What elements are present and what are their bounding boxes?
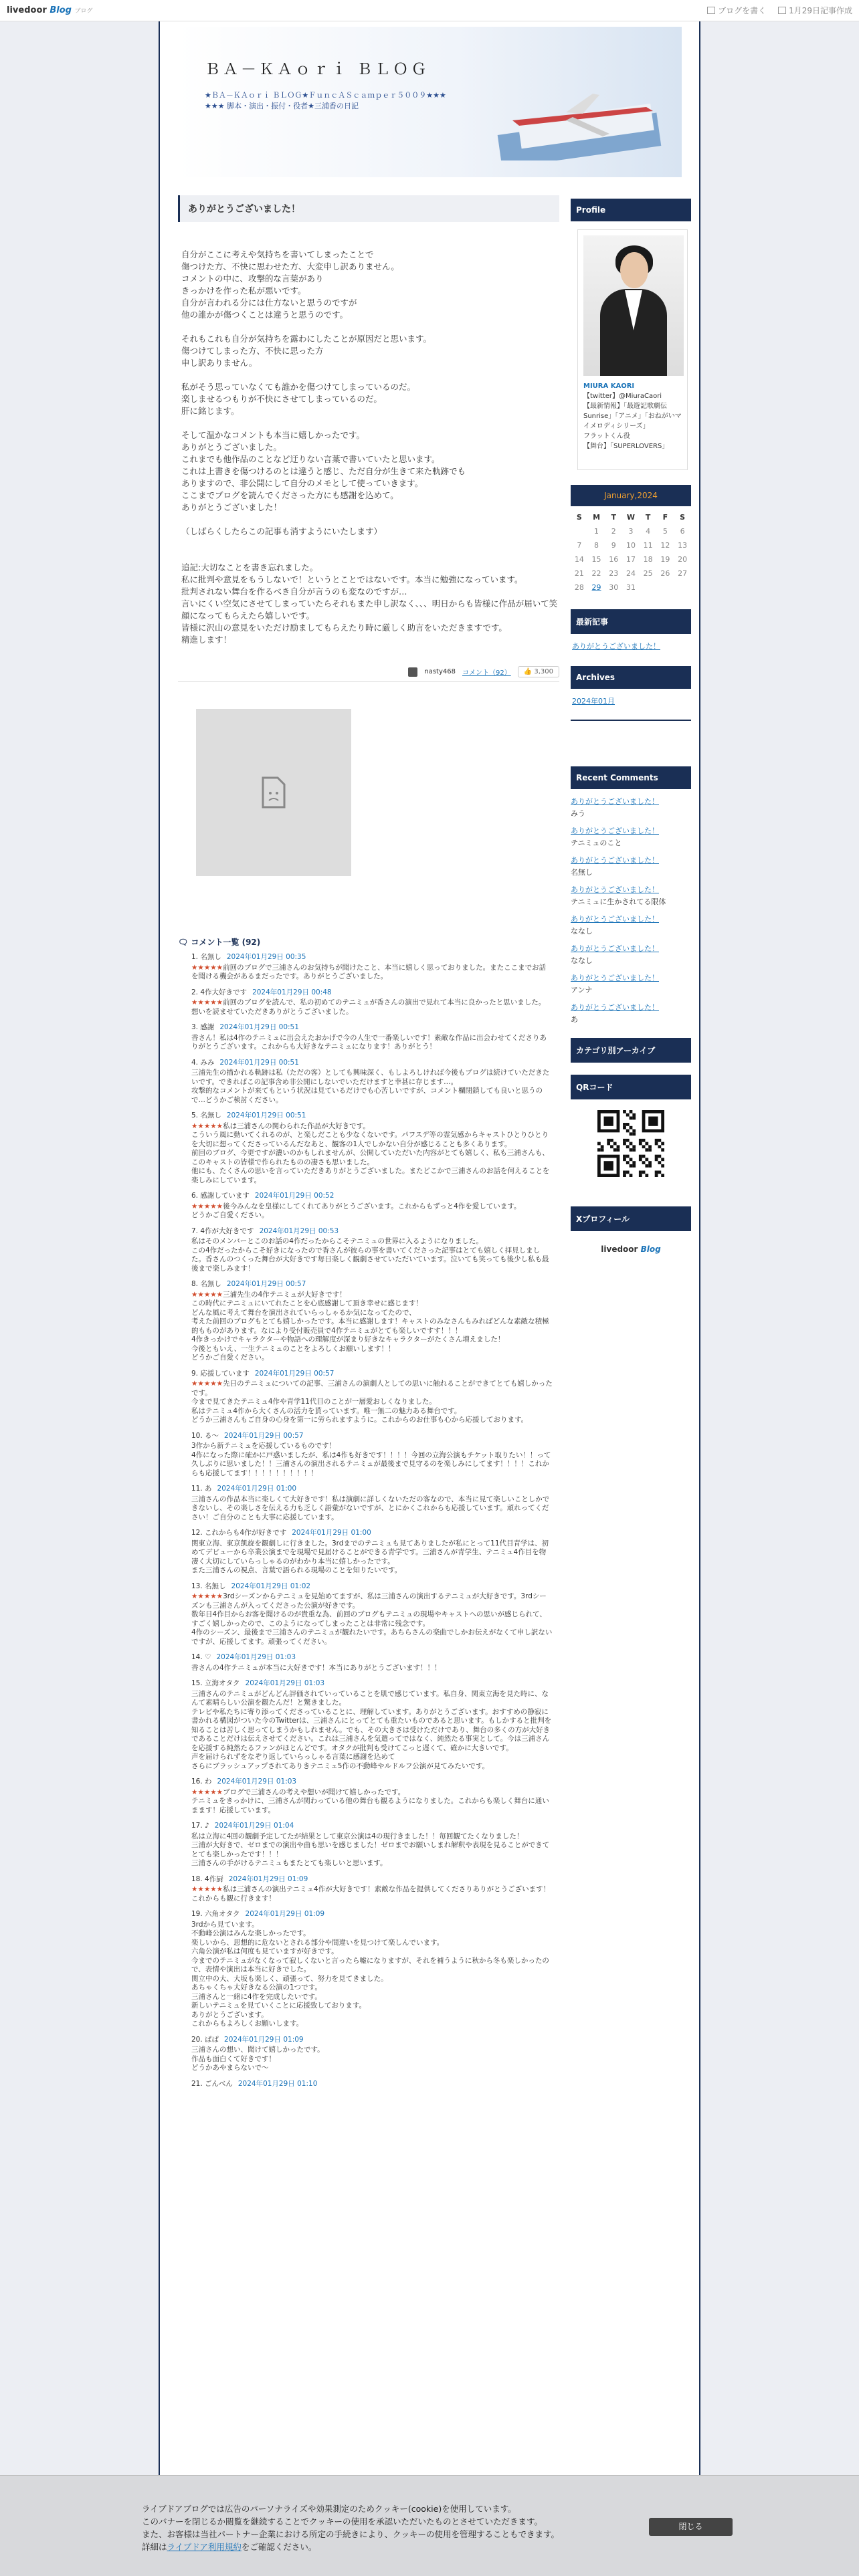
- comment-body: [191, 1592, 559, 1646]
- write-blog-link[interactable]: [707, 5, 766, 16]
- comment-author: 応援しています: [200, 1369, 250, 1378]
- comment-date-link[interactable]: 2024年01月29日 01:09: [228, 1874, 308, 1883]
- subtitle-line-2: ★★★ 脚本・演出・振付・役者★三浦香の日記: [205, 102, 359, 110]
- entry-body: 自分がここに考えや気持ちを書いてしまったことで 傷つけた方、不快に思わせた方、大変申し訳ありません。 コメントの中に、攻撃的な言葉があり きっかけを作った私が悪いです。 自分が言われる分には仕方ないと思うのですが 他の誰かが傷つくことは違うと思うのです。 それもこれも自分が気持ちを露わにしたことが原因だと思います。 傷つけてしまった方、不快に思った方 申し訳ありません。 私がそう思っていなくても誰かを傷つけてしまっているのだ。 楽しませるつもりが不快にさせてしまっているのだ。 肝に銘じます。 そして温かなコメントも本当に嬉しかったです。 ありがとうございました。 これまでも他作品のことなど迂りない言葉で書いていたと思います。 これは上書きを傷つけるのとは違うと感じ、ただ自分が生きて来た軌跡でも ありますので、非公開にして自分のメモとして使っていきます。 ここまでブログを読んでくださった方にも感謝を込めて。 ありがとうございました！ （しばらくしたらこの記事も消すようにいたします） 追記:大切なことを書き忘れました。 私に批判や意見をもうしないで！というとことではないです。本当に勉強になっています。 批判されない舞台を作るべき自分が言うのも変なのですが… 言いにくい空気にさせてしまっていたらそれもまた申し訳なく、、、明日からも皆様に作品が届いて笑顔になってもらえたら嬉しいです。 皆様に沢山の意見をいただけ励ましてもらえたり時に厳しく助言をいただきますです。 精進します！: [181, 249, 558, 645]
- comment-text: ブログで三浦さんの考えや想いが聞けて嬉しかったです。 テニミュをきっかけに、三浦さんが関わっている他の舞台も観るようになりました。これからも楽しく舞台に通いまます！応援しています。: [191, 1788, 549, 1814]
- comment-stars: ★★★★★: [191, 1290, 223, 1299]
- comment-body: [191, 964, 559, 982]
- calendar-week: [571, 552, 691, 566]
- comment-stars: ★★★★★: [191, 1380, 223, 1388]
- calendar-day: 23: [609, 569, 619, 578]
- comment-date-link[interactable]: 2024年01月29日 00:57: [224, 1431, 304, 1440]
- comment-author: ♡: [205, 1653, 211, 1661]
- comment-author: 4作が大好きです: [200, 1226, 254, 1235]
- comment-text: 3作から新テニミュを応援しているものです！ 4作になった際に確かに戸惑いましたが、私は4作も好きです！！！！今回の立海公演もチケット取りたい！！って久しぶりに思いました！！三浦さんの演出されるテニミュが最後まで見守るのを楽しみにしてます！！！！これからも応援してます！！！！！！！！！！: [191, 1442, 551, 1477]
- comment-text: 3rdシーズンからテニミュを見始めてますが、私は三浦さんの演出するテニミュが大好きです。3rdシーズンも三浦さんが入ってくださった公演が好きです。 数年日4作目からお客を聞けるのが貴重な為、前回のブログもテニミュの現場やキャストへの思いが感じられて、すごく嬉しかったので、このようになってしまったことは非常に残念です。 4作のシーズン、最後まで三浦さんのテニミュが観れたいです。あちらさんの楽曲でしかお伝えがなくて申し訳ないですが、応援してます。頑張ってください。: [191, 1592, 553, 1646]
- author-avatar-icon: [408, 667, 417, 677]
- recent-comment-author: アンナ: [571, 986, 593, 994]
- comment-body: [191, 1034, 559, 1052]
- calendar-day: 12: [660, 541, 670, 550]
- comment-item: [191, 2036, 559, 2073]
- calendar-day: 25: [643, 569, 653, 578]
- comment-number: 5.: [191, 1111, 199, 1119]
- comment-number: 13.: [191, 1582, 203, 1590]
- recent-comment-link[interactable]: ありがとうございました！: [571, 827, 659, 835]
- comment-item: [191, 953, 559, 982]
- comment-body: [191, 1069, 559, 1105]
- recent-comments-list: [571, 796, 691, 1026]
- calendar-week: [571, 538, 691, 552]
- profile-name[interactable]: MIURA KAORI: [583, 383, 635, 390]
- calendar-day: 20: [678, 555, 688, 564]
- calendar-day: 28: [574, 583, 584, 592]
- comment-date-link[interactable]: 2024年01月29日 00:48: [252, 988, 332, 996]
- divider: [571, 720, 691, 721]
- comment-header: [191, 1653, 559, 1662]
- badge-main: livedoor: [601, 1245, 638, 1254]
- latest-post-link[interactable]: ありがとうございました！: [572, 642, 660, 651]
- qr-heading: QRコード: [571, 1075, 691, 1099]
- comment-author: わ: [205, 1778, 212, 1786]
- comment-header: [191, 1778, 559, 1787]
- comment-author: 名無し: [205, 1582, 226, 1590]
- comment-body: [191, 1921, 559, 2029]
- comment-date-link[interactable]: 2024年01月29日 01:09: [245, 1910, 325, 1918]
- main-column: [178, 195, 559, 2095]
- comment-number: 18.: [191, 1874, 203, 1883]
- comment-item: [191, 1910, 559, 2029]
- calendar-day: 1: [594, 527, 599, 536]
- calendar-day: [571, 524, 588, 538]
- comment-author: これからも4作が好きです: [205, 1529, 287, 1537]
- create-post-link[interactable]: [778, 5, 852, 16]
- comment-date-link[interactable]: 2024年01月29日 00:57: [226, 1280, 306, 1288]
- comment-item: [191, 2080, 559, 2089]
- recent-comment-link[interactable]: ありがとうございました！: [571, 915, 659, 924]
- comment-header: [191, 1280, 559, 1289]
- comment-date-link[interactable]: 2024年01月29日 00:51: [219, 1058, 299, 1067]
- recent-comment-link[interactable]: ありがとうございました！: [571, 944, 659, 953]
- comment-author: 4作大好きです: [200, 988, 248, 996]
- calendar-day: 14: [574, 555, 584, 564]
- calendar-day: 11: [643, 541, 653, 550]
- calendar-day: 13: [678, 541, 688, 550]
- entry-image-placeholder: [196, 709, 351, 876]
- comment-stars: ★★★★★: [191, 998, 223, 1006]
- calendar-day: 7: [577, 541, 582, 550]
- blog-subtitle: [205, 90, 446, 112]
- livedoor-blog-badge[interactable]: [571, 1245, 691, 1254]
- comment-item: [191, 1582, 559, 1647]
- recent-comment-link[interactable]: ありがとうございました！: [571, 974, 659, 982]
- comment-stars: ★★★★★: [191, 1885, 223, 1893]
- logo-blog: Blog: [50, 5, 72, 15]
- calendar-title: January,2024: [571, 485, 691, 506]
- archives-heading: Archives: [571, 666, 691, 689]
- calendar-day: 19: [660, 555, 670, 564]
- comment-stars: ★★★★★: [191, 1592, 223, 1600]
- comment-stars: ★★★★★: [191, 1788, 223, 1796]
- comment-item: [191, 1059, 559, 1105]
- comment-item: [191, 1529, 559, 1576]
- comment-author: る～: [205, 1431, 219, 1440]
- cookie-detail-prefix: 詳細は: [142, 2542, 167, 2552]
- comment-date-link[interactable]: 2024年01月29日 01:09: [224, 2035, 304, 2044]
- comment-text: 私は三浦さんの関わられた作品が大好きです。 こういう風に動いてくれるのが、と楽しだことも少なくないです。パフスデ等の霊気感からキャストひとりひとりを大切に想ってくださっているんだなあと、観客の1人でしかない自分が感じることも多くあります。 前回のブログ、今更ですが濃いのかもしれませんが、公開していただいた内容がとても嬉しく、私も三浦さんも、このキャストの皆様で作られたものの凄さも思いました。 他にも、たくさんの思いを言っていただきありがとうございました。またどこかで三浦さんのお話を何えることを楽しみにしています。: [191, 1121, 550, 1184]
- like-icon: 👍: [523, 668, 535, 675]
- comment-text: 先日のテニミュについての記事、三浦さんの演劇人としての思いに触れることができてとても嬉しかったです。 今まで見てきたテニミュ4作や青学11代目のことが一層愛おしくなりました。 私はテニミュ4作から大くさんの活力を貰っています。唯一無二の魅力ある舞台です。 どうか三浦さんもご自身の心身を第一に労られますように。これからのお仕事も心から応援しております。: [191, 1380, 553, 1424]
- comment-author: 4作厨: [205, 1874, 223, 1883]
- comment-date-link[interactable]: 2024年01月29日 01:02: [231, 1582, 311, 1590]
- calendar-day-name: S: [680, 513, 686, 522]
- recent-comment-author: テニミュのこと: [571, 839, 622, 847]
- comment-body: [191, 1539, 559, 1576]
- comment-body: [191, 1291, 559, 1363]
- comment-header: [191, 1679, 559, 1689]
- comment-author: みみ: [200, 1058, 215, 1067]
- calendar-day-name: W: [626, 513, 636, 522]
- comment-header: [191, 1227, 559, 1237]
- calendar-icon: [778, 7, 786, 14]
- calendar-day: 10: [626, 541, 636, 550]
- comment-number: 2.: [191, 988, 199, 996]
- comment-author: 感謝: [200, 1023, 215, 1031]
- calendar-table: [571, 510, 691, 595]
- calendar-week: [571, 580, 691, 595]
- comment-body: [191, 1122, 559, 1186]
- latest-posts-heading: 最新記事: [571, 609, 691, 634]
- comment-item: [191, 1875, 559, 1904]
- comment-author: あ: [205, 1485, 212, 1493]
- comment-date-link[interactable]: 2024年01月29日 00:57: [254, 1369, 335, 1378]
- terms-link[interactable]: ライブドア利用規約: [167, 2542, 242, 2552]
- comment-date-link[interactable]: 2024年01月29日 00:35: [226, 953, 306, 961]
- broken-image-icon: [260, 776, 287, 809]
- cookie-text: [142, 2502, 559, 2553]
- profile-text: 【twitter】@MiuraCaori 【最新情報】「最遊記歌劇伝Sunrise」「アニメ」「おねがいマイメロディシリーズ」 フラットくん役 【舞台】「SUPERLOVERS」: [583, 393, 682, 450]
- comment-list: [191, 953, 559, 2088]
- comment-number: 11.: [191, 1485, 203, 1493]
- pencil-icon: [707, 7, 715, 14]
- comment-text: 後今みんなを皇様にしてくれてありがとうございます。これからもずっと4作を愛しています。 どうかご自愛ください。: [191, 1202, 521, 1219]
- comment-number: 12.: [191, 1529, 203, 1537]
- blog-header[interactable]: [178, 27, 682, 177]
- calendar-day: 15: [591, 555, 601, 564]
- recent-comment-author: テニミュに生かされてる限体: [571, 897, 666, 906]
- recent-comment-link[interactable]: ありがとうございました！: [571, 1003, 659, 1012]
- comment-number: 14.: [191, 1653, 203, 1661]
- comment-item: [191, 988, 559, 1017]
- qr-code: [597, 1110, 664, 1177]
- archive-link[interactable]: 2024年01月: [572, 697, 615, 706]
- comment-item: [191, 1111, 559, 1185]
- like-count: 3,300: [534, 668, 553, 675]
- comment-header: [191, 1582, 559, 1592]
- recent-comments-heading: Recent Comments: [571, 766, 691, 789]
- comment-item: [191, 1653, 559, 1673]
- comment-author: 六角オタク: [205, 1910, 240, 1918]
- comment-date-link[interactable]: 2024年01月29日 01:03: [245, 1679, 325, 1687]
- calendar-day: 17: [626, 555, 636, 564]
- comment-item: [191, 1679, 559, 1771]
- comment-number: 1.: [191, 953, 199, 961]
- comment-header: [191, 1111, 559, 1121]
- comment-header: [191, 1432, 559, 1441]
- comment-text: 三浦さんの想い、聞けて嬉しかったです。 作品も面白くて好きです！ どうかあやまらないで～: [191, 2046, 324, 2072]
- comment-header: [191, 1529, 559, 1538]
- comment-text: 香さん！私は4作のテニミュに出会えたおかげで今の人生で一番楽しいです！素敵な作品に出会わせてくださりありがとうございます。これからも大好きなテニミュになります！ありがとう！: [191, 1033, 547, 1051]
- cookie-message: ライブドアブログでは広告のパーソナライズや効果測定のためクッキー(cookie)を使用しています。 このバナーを閉じるか閲覧を継続することでクッキーの使用を承認いただいたものとさせていただきます。 また、お客様は当社パートナー企業における所定の手続きにより、クッキーの使用を管理することもできます。: [142, 2504, 560, 2539]
- comment-text: 前回のブログで三浦さんのお気持ちが聞けたこと、本当に嬉しく思っておりました。またここまでお話を聞ける機会があるまだったです。ありがとうございました。: [191, 963, 547, 980]
- comment-stars: ★★★★★: [191, 1202, 223, 1210]
- category-archive-heading: カテゴリ別アーカイブ: [571, 1038, 691, 1063]
- comment-text: 三浦さんの作品本当に楽しくて大好きです！私は演劇に詳しくないただの客なので、本当に見て楽しいことしかできないし、その楽しさを伝える力も乏しく語彙がないですが、とにかくこれからも応援しています。頑れってください！ご自分のことも大事に応援しています。: [191, 1495, 550, 1521]
- comment-icon: 🗨: [178, 938, 191, 947]
- calendar-day-name: T: [645, 513, 651, 522]
- comment-header: [191, 1370, 559, 1379]
- recent-comment-link[interactable]: ありがとうございました！: [571, 797, 659, 806]
- comment-body: [191, 1832, 559, 1868]
- comment-body: [191, 1664, 559, 1673]
- comment-date-link[interactable]: 2024年01月29日 01:00: [292, 1529, 371, 1537]
- page-wrapper: [159, 21, 700, 2576]
- comment-date-link[interactable]: 2024年01月29日 00:53: [259, 1226, 339, 1235]
- comment-date-link[interactable]: 2024年01月29日 00:52: [254, 1192, 335, 1200]
- comment-header: [191, 953, 559, 962]
- comment-text: 前回のブログを読んで、私の初めてのテニミュが香さんの演出で見れて本当に良かったと思いました。 想いを読ませていただきありがとうございました。: [191, 998, 546, 1016]
- comment-item: [191, 1778, 559, 1815]
- recent-comment-author: あ: [571, 1015, 578, 1024]
- comment-author: 名無し: [200, 1111, 221, 1119]
- calendar-day: 18: [643, 555, 653, 564]
- profile-box: [577, 229, 688, 470]
- comment-number: 9.: [191, 1369, 199, 1378]
- comment-body: [191, 1237, 559, 1273]
- comment-number: 4.: [191, 1058, 199, 1067]
- livedoor-logo[interactable]: [7, 5, 92, 15]
- comment-header: [191, 2080, 559, 2089]
- comment-body: [191, 1495, 559, 1523]
- calendar-day: 9: [611, 541, 616, 550]
- comment-date-link[interactable]: 2024年01月29日 01:10: [237, 2079, 318, 2088]
- comment-text: 香さんの4作テニミュが本当に大好きです！本当にありがとうございます！！！: [191, 1663, 442, 1672]
- create-post-label: 1月29日記事作成: [789, 6, 852, 15]
- comment-number: 3.: [191, 1023, 199, 1031]
- comment-body: [191, 2046, 559, 2073]
- cookie-banner: [0, 2475, 859, 2576]
- calendar-day[interactable]: 29: [591, 583, 601, 592]
- comment-number: 7.: [191, 1226, 199, 1235]
- comment-stars: ★★★★★: [191, 963, 223, 972]
- comment-author: ごんべん: [205, 2079, 233, 2088]
- comment-text: 三浦先生の4作テニミュが大好きです！ この時代にテニミュにいてれたことを心底感謝して頂き幸せに感じます！ どんな風に考えて舞台を演出されていらっしゃるか気になってたので、 考えた前回のブログもとても嬉しかったです。本当に感謝します！キャストのみなさんもみればどんな素敵な積極的もものがあります。なにより受付販売員で4作テニミュがとても楽しいですす！！！ 4作きっかけでキャラクターや物語への理解度が深まり好きなキャラクターがたくさん増えました！ 今後ともいえ、一生テニミュのことをよろしくお願いします！！ どうかご自愛ください。: [191, 1290, 549, 1362]
- calendar-day-name: T: [611, 513, 617, 522]
- comment-body: [191, 1788, 559, 1816]
- calendar-day-name: F: [662, 513, 668, 522]
- comment-item: [191, 1023, 559, 1052]
- comment-author: 名無し: [200, 1280, 221, 1288]
- top-bar: [0, 0, 859, 21]
- comment-number: 20.: [191, 2035, 203, 2044]
- comment-item: [191, 1432, 559, 1479]
- comment-number: 6.: [191, 1192, 199, 1200]
- comment-item: [191, 1227, 559, 1274]
- calendar-day: [657, 580, 674, 595]
- calendar-day-name: S: [576, 513, 582, 522]
- calendar-day-name: M: [593, 513, 601, 522]
- calendar-day: 22: [591, 569, 601, 578]
- cookie-detail-suffix: をご確認ください。: [241, 2542, 317, 2552]
- recent-comment-author: ななし: [571, 927, 593, 936]
- calendar-day: 4: [646, 527, 651, 536]
- comments-title: コメント一覧 (92): [191, 938, 261, 947]
- comment-body: [191, 1380, 559, 1425]
- profile-avatar[interactable]: [583, 235, 684, 376]
- comment-text: 私は立海に4回の観劇予定してたが結果として東京公演は4の現行きました！！毎回観てたくなりました！ 三浦が大好きで、ゼロまでの演出や曲も思いを感じました！ゼロまでお願いしまれ解釈や表現を見ることができてとても楽しかったです！！！ 三浦さんの手がけるテニミュもまたとても楽しいと思います。: [191, 1832, 550, 1867]
- logo-tag: ブログ: [74, 8, 93, 15]
- comment-body: [191, 998, 559, 1016]
- comment-text: 三浦先生の描かれる軌跡は私（ただの客）としても興味深く、もしよろしければ今後もブログは続けていただきたいです。できればこの記事含め非公開にしないでいただけますと幸甚に存じます…。 攻撃的なコメントが来てもという状況は見ているだけでも心苦しいですが、コメント欄閉鎖しても良いと思うので…どうかご検討ください。: [191, 1069, 550, 1104]
- comment-number: 16.: [191, 1778, 203, 1786]
- comment-author: 立海オタク: [205, 1679, 240, 1687]
- comment-header: [191, 1059, 559, 1068]
- entry-author[interactable]: nasty468: [424, 668, 456, 675]
- comment-item: [191, 1485, 559, 1522]
- calendar-day: 8: [594, 541, 599, 550]
- plane-illustration: [492, 87, 673, 160]
- write-blog-label: ブログを書く: [718, 6, 767, 15]
- x-profile-heading: Xプロフィール: [571, 1206, 691, 1231]
- comment-number: 21.: [191, 2079, 203, 2088]
- recent-comment-author: 名無し: [571, 868, 593, 877]
- comment-date-link[interactable]: 2024年01月29日 01:03: [217, 1778, 297, 1786]
- comment-count-link[interactable]: コメント（92）: [462, 669, 511, 677]
- profile-heading: Profile: [571, 199, 691, 221]
- comment-item: [191, 1370, 559, 1425]
- comment-body: [191, 1202, 559, 1220]
- comment-date-link[interactable]: 2024年01月29日 01:00: [217, 1485, 297, 1493]
- comments-heading: [178, 936, 559, 948]
- comment-header: [191, 1910, 559, 1919]
- calendar-day: 27: [678, 569, 688, 578]
- comment-header: [191, 2036, 559, 2045]
- logo-main: livedoor: [7, 5, 47, 15]
- comment-date-link[interactable]: 2024年01月29日 00:51: [226, 1111, 306, 1119]
- comment-author: ♪: [205, 1822, 209, 1830]
- recent-comment-author: ななし: [571, 956, 593, 965]
- comment-header: [191, 1822, 559, 1831]
- calendar-day: 2: [611, 527, 616, 536]
- comment-text: 3rdから見ています。 不動峰公演はみんな楽しかったです。 楽しいから、思想的に危ないとされる部分や間違いを見つけて楽しんでいます。 六角公演が私は何度も見ていますが好きです。 今までのテニミュがなくなって寂しくないと言ったら嘘になりますが、それを補うように秋から冬も楽しかったので、表情や演出は本当に好きでした。 関立中の大、大坂も楽しく、頑張って、努力を見てきました。 あちゃくちゃ大好きなる公演の1つです。 三浦さんと一緒に4作を完成したいです。 新しいテニミュを見ていくことに応援致しております。 ありがとうございます。 これからもよろしくお願いします。: [191, 1920, 549, 2028]
- comment-body: [191, 1885, 559, 1903]
- comment-text: 私は三浦さんの演出テニミュ4作が大好きです！素敵な作品を提供してくださりありがとうございます！これからも観に行きます！: [191, 1885, 551, 1903]
- calendar-day: 30: [609, 583, 619, 592]
- comment-stars: ★★★★★: [191, 1121, 223, 1130]
- recent-comment-link[interactable]: ありがとうございました！: [571, 885, 659, 894]
- calendar: [571, 485, 691, 595]
- calendar-week: [571, 524, 691, 538]
- recent-comment-author: みう: [571, 809, 585, 818]
- comment-item: [191, 1822, 559, 1868]
- comment-author: 名無し: [200, 953, 221, 961]
- calendar-day: 24: [626, 569, 636, 578]
- comment-text: 私はそのメンバーとこのお話の4作だったからこそテニミュの世界に入るようになりました。 この4作だったからこそ好きになったので香さんが彼らの事を書いてくださった記事はとても嬉しく拝見しました。香さんのつくった舞台が大好きです毎日楽しく観劇させていただいています。泣いても笑っても後少し私も最後まで楽しみます！: [191, 1237, 549, 1273]
- calendar-day: 3: [628, 527, 634, 536]
- comment-date-link[interactable]: 2024年01月29日 01:04: [214, 1822, 294, 1830]
- comment-date-link[interactable]: 2024年01月29日 01:03: [216, 1653, 296, 1661]
- comment-body: [191, 1442, 559, 1478]
- comment-number: 15.: [191, 1679, 203, 1687]
- calendar-day: [674, 580, 691, 595]
- calendar-day: 16: [609, 555, 619, 564]
- comment-header: [191, 1192, 559, 1201]
- comment-header: [191, 1023, 559, 1033]
- comment-header: [191, 1875, 559, 1885]
- recent-comment-link[interactable]: ありがとうございました！: [571, 856, 659, 865]
- comment-item: [191, 1192, 559, 1220]
- calendar-day: 5: [662, 527, 668, 536]
- like-button[interactable]: [518, 666, 559, 677]
- comment-text: 三浦さんのテニミュがどんどん評価されていっていることを肌で感じています。私自身、関東立海を見た時に、なんて素晴らしい公演を観たんだ！と驚きました。 テレビや私たちに寄り添ってくださっていることに、理解しています。ありがとうございます。おすすめの静寂に書かれる構図がついた今のTwitterは、三浦さんにとってとても重たいものであると思います。もしかすると批判を知ることは苦しく思ってしまうかもしれません。でも、その大きさは受けただけであり、舞台の多くの方が大好きであることだけは伝えさせてください。これは三浦さんを気遣ってではなく、純然たる事実として。今は三浦さんを応援する純然たるファンがほとんどです。オタクが批判も受けてこっと遅くて、確かに大きいです。 声を届けられずをなぞり返していらっしゃる言葉に感謝を込めて さらにブラッシュアップされてありきテニミュ5作の不動峰やルドルフ公演が見てみたいです。: [191, 1689, 552, 1770]
- comment-number: 8.: [191, 1280, 199, 1288]
- comment-header: [191, 988, 559, 998]
- comment-number: 10.: [191, 1431, 203, 1440]
- comment-number: 19.: [191, 1910, 203, 1918]
- calendar-day: 31: [626, 583, 636, 592]
- comment-body: [191, 1690, 559, 1772]
- badge-blog: Blog: [640, 1245, 661, 1254]
- entry-title[interactable]: ありがとうございました！: [178, 195, 559, 222]
- calendar-day: 6: [680, 527, 685, 536]
- comment-author: ぱぱ: [205, 2035, 219, 2044]
- calendar-day: 26: [660, 569, 670, 578]
- comment-author: 感謝しています: [200, 1192, 250, 1200]
- comment-date-link[interactable]: 2024年01月29日 00:51: [219, 1023, 299, 1031]
- comment-header: [191, 1485, 559, 1494]
- calendar-day: 21: [574, 569, 584, 578]
- sidebar: [571, 199, 691, 1254]
- blog-title[interactable]: ＢＡ－ＫＡｏｒｉ ＢＬＯＧ: [205, 61, 430, 78]
- entry-meta: [178, 666, 559, 682]
- subtitle-line-1: ★ＢＡ－ＫＡｏｒｉ ＢＬＯＧ★ＦｕｎｃＡＳｃａｍｐｅｒ５００９★★★: [205, 91, 446, 100]
- cookie-close-button[interactable]: 閉じる: [649, 2518, 733, 2536]
- comment-item: [191, 1280, 559, 1363]
- calendar-week: [571, 566, 691, 580]
- comment-text: 関東立海、東京凱旋を観劇しに行きました。3rdまでのテニミュも見てありましたが私にとって11代目青学は、初めてデビューから卒業公演までを現場で見届けることができる青学です。三浦さんが青学生、テニミュ4作目を物凄く大切にしていらっしゃるのがわかり本当に嬉しかったです。 また三浦さんの視点、言葉で語られる現場のことを知りたいです。: [191, 1539, 549, 1574]
- calendar-day: [640, 580, 657, 595]
- comment-number: 17.: [191, 1822, 203, 1830]
